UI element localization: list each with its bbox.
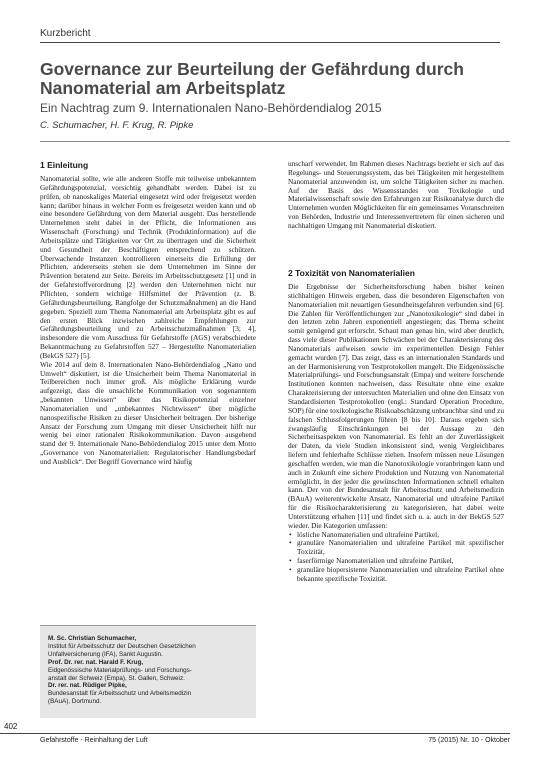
right-column-continuation — [288, 160, 504, 231]
article-authors: C. Schumacher, H. F. Krug, R. Pipke — [40, 120, 194, 131]
author-box-line: anstalt der Schweiz (Empa), St. Gallen, Schweiz. — [48, 674, 185, 682]
list-item: • faserförmige Nanomaterialien und ultrafeine Partikel, — [288, 557, 504, 566]
author-box-line: (BAuA), Dortmund. — [48, 698, 102, 706]
journal-name: Gefahrstoffe - Reinhaltung der Luft — [40, 737, 148, 744]
author-box-line: Prof. Dr. rer. nat. Harald F. Krug, — [48, 658, 144, 666]
list-item: • lösliche Nanomaterialien und ultrafeine Partikel, — [288, 531, 504, 540]
section-2-paragraph: Die Ergebnisse der Sicherheitsforschung haben bisher keinen stichhaltigen Hinweis ergeben, dass die besonderen Eigenschaften von Nanomaterialien mit neuartigen Gesundheitsgefahren verbunden sind [6]. Die Zahlen für Veröffentlichungen zur „Nanotoxikologie“ sind dabei in den letzten zehn Jahren exponentiell angestiegen; das Thema scheint somit genügend gut erforscht. Schaut man genau hin, wird aber deutlich, dass viele dieser Publikationen Schwächen bei der Charakterisierung des Nanomaterials aufweisen sowie im experimentellen Design Fehler gemacht wurden [7]. Das zeigt, dass es an internationalen Standards und an der Harmonisierung von Testprotokollen mangelt. Die Eidgenössische Materialprüfungs- und Forschungsanstalt (Empa) und weitere forschende Institutionen konnten nachweisen, dass Resultate ohne eine exakte Charakterisierung der untersuchten Materialien und ohne den Einsatz von Standardisierten Testprotokollen (engl.: Standard Operation Procedure, SOP) für eine toxikologische Risikoabschätzung unbrauchbar sind und zu falschen Schlussfolgerungen führen [8 bis 10]. Daraus ergeben sich zwangsläufig Einschränkungen bei der Aussage zu den Sicherheitsaspekten von Nanomaterial. Es fehlt an der Zuverlässigkeit der Daten, da viele Studien inkonsistent sind, wenig Vergleichbares liefern und fehlerhafte Schlüsse ziehen. Insofern müssen neue Lösungen geschaffen werden, wie man die Nanotoxikologie voranbringen kann und auch in Zukunft eine sichere Produktion und Nutzung von Nanomaterial ermöglicht, in der jeder die gewünschten Informationen schnell erhalten kann. Der von der Bundesanstalt für Arbeitsschutz und Arbeitsmedizin (BAuA) weiterentwickelte Ansatz, Nanomaterial und ultrafeine Partikel für die Risikocharakterisierung zu kategorisieren, hat dabei weite Unterstützung erhalten [11] und findet sich u. a. auch in der BekGS 527 wieder. Die Kategorien umfassen: — [288, 282, 504, 530]
header-divider — [40, 141, 510, 142]
section-1-heading: 1 Einleitung — [40, 160, 89, 170]
section-1-paragraph-2: Wie 2014 auf dem 8. Internationalen Nano-Behördendialog „Nano und Umwelt“ diskutiert, ist die Unsicherheit beim Thema Nanomaterial in Teilbereichen noch immer groß. Als mögliche Erklärung wurde aufgezeigt, dass die unsachliche Kommunikation von sogenanntem „bekannten Unwissen“ über das Risikopotenzial einzelner Nanomaterialien und „unbekanntes Nichtwissen“ über mögliche nanospezifische Risiken zu dieser Unsicherheit beitragen. Der bisherige Ansatz der Forschung zum Umgang mit dieser Unsicherheit hilft nur wenig bei einer rationalen Risikokommunikation. Davon ausgehend stand der 9. Internationale Nano-Behördendialog 2015 unter dem Motto „Governance von Nanomaterialien: Regulatorischer Handlungsbedarf und Ausblick“. Der Begriff Governance wird häufig — [40, 359, 256, 466]
page-number: 402 — [4, 722, 18, 731]
author-box-line: Institut für Arbeitsschutz der Deutschen Gesetzlichen — [48, 642, 196, 650]
author-info-box — [40, 625, 256, 718]
right-column-section-2 — [288, 268, 504, 584]
section-label: Kurzbericht — [40, 28, 500, 43]
issue-info: 75 (2015) Nr. 10 - Oktober — [428, 737, 510, 744]
author-box-line: Bundesanstalt für Arbeitsschutz und Arbeitsmedizin — [48, 690, 192, 698]
article-title: Governance zur Beurteilung der Gefährdung durch Nanomaterial am Arbeitsplatz — [40, 59, 464, 98]
list-item: • granuläre Nanomaterialien und ultrafeine Partikel mit spezifischer Toxizität, — [288, 539, 504, 557]
author-box-line: Dr. rer. nat. Rüdiger Pipke, — [48, 682, 127, 690]
article-subtitle: Ein Nachtrag zum 9. Internationalen Nano-Behördendialog 2015 — [40, 101, 382, 115]
section-2-heading: 2 Toxizität von Nanomaterialien — [288, 268, 415, 278]
left-column — [40, 160, 256, 467]
author-box-line: Eidgenössische Materialprüfungs- und Forschungs- — [48, 666, 192, 674]
section-1-continuation: unscharf verwendet. Im Rahmen dieses Nachtrags bezieht er sich auf das Regelungs- und Steuerungssystem, das bei Tätigkeiten mit hergestelltem Nanomaterial anzuwenden ist, um solche Tätigkeiten sicher zu machen. Auf der Basis des Wissensstandes von Toxikologie und Materialwissenschaft sowie den Erfahrungen zur Risikoanalyse durch die Unternehmen wurden Möglichkeiten für ein gemeinsames Voranschreiten von Behörden, Industrie und Interessenvertretern für einen sicheren und nachhaltigen Umgang mit Nanomaterial diskutiert. — [288, 159, 504, 230]
author-box-line: Unfallversicherung (IFA), Sankt Augustin. — [48, 650, 163, 658]
list-item: • granuläre biopersistente Nanomaterialien und ultrafeine Partikel ohne bekannte spezifische Toxizität. — [288, 566, 504, 584]
section-1-paragraph-1: Nanomaterial sollte, wie alle anderen Stoffe mit teilweise unbekanntem Gefährdungspotenzial, vorsichtig gehandhabt werden. Dabei ist zu prüfen, ob nanoskaliges Material eingesetzt wird oder freigesetzt werden kann; darüber hinaus in welcher Form es freigesetzt werden kann und ob eine besondere Gefährdung von dem Material ausgeht. Das herstellende Unternehmen steht dabei in der Pflicht, die Informationen aus Wissenschaft (Forschung) und Technik (Produktinformation) auf die Arbeitsplätze und Tätigkeiten vor Ort zu übertragen und die Sicherheit und Gesundheit der Beschäftigten entsprechend zu schützen. Überwachende Instanzen kontrollieren einerseits die Erfüllung der Pflichten, andererseits stehen sie dem Unternehmen im Sinne der Prävention beratend zur Seite. Bereits im Arbeitsschutzgesetz [1] und in der Gefahrstoffverordnung [2] werden den Unternehmen nicht nur Pflichten, sondern wichtige Hilfsmittel der Prävention (z. B. Gefährdungsbeurteilung, Rangfolge der Schutzmaßnahmen) an die Hand gegeben. Speziell zum Thema Nanomaterial am Arbeitsplatz gibt es auf den ersten Blick inzwischen zahlreiche Empfehlungen zur Gefährdungsbeurteilung und zu Arbeitsschutzmaßnahmen [3; 4], insbesondere die vom Ausschuss für Gefahrstoffe (AGS) verabschiedete Bekanntmachung zu Gefahrstoffen 527 – Hergestellte Nanomaterialien (BekGS 527) [5]. — [40, 174, 256, 360]
category-list — [288, 531, 504, 584]
footer-divider — [0, 733, 510, 734]
author-box-line: M. Sc. Christian Schumacher, — [48, 635, 137, 642]
